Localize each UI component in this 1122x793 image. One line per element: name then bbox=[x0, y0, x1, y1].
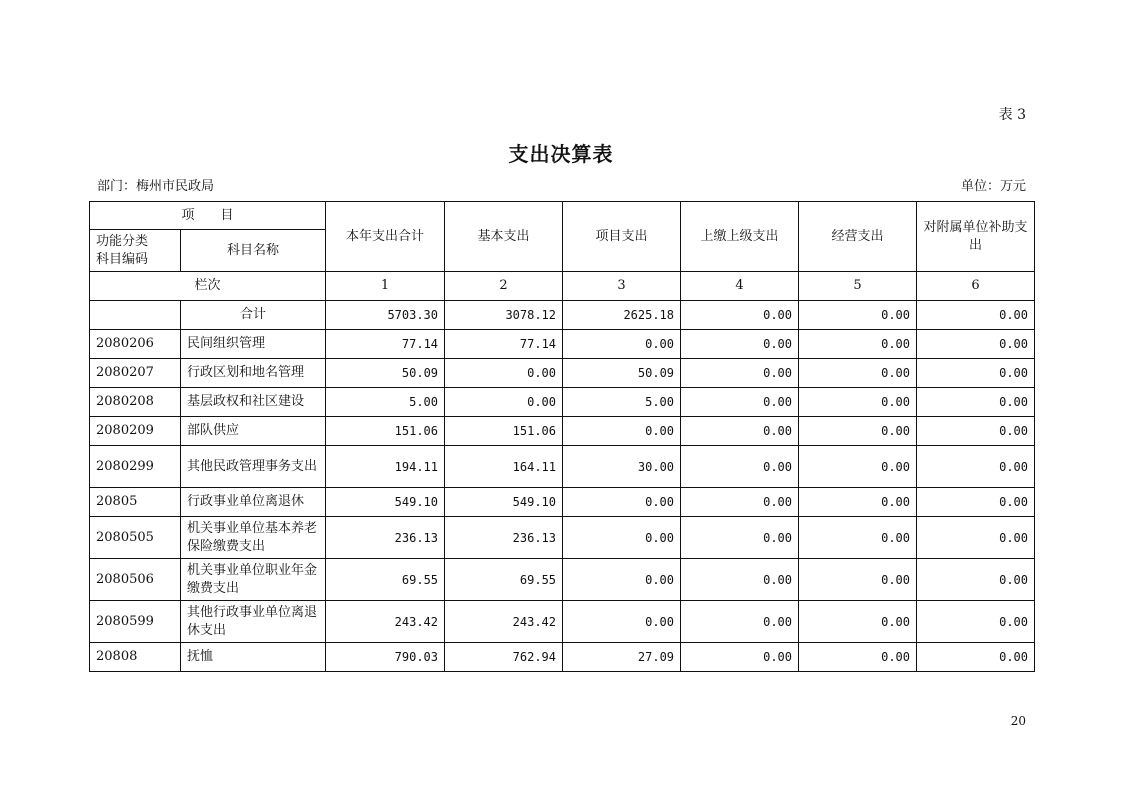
row-value: 0.00 bbox=[681, 643, 799, 672]
header-item: 项 目 bbox=[90, 202, 326, 230]
row-value: 0.00 bbox=[681, 388, 799, 417]
row-value: 69.55 bbox=[326, 559, 445, 601]
row-value: 0.00 bbox=[681, 359, 799, 388]
row-value: 50.09 bbox=[326, 359, 445, 388]
row-value: 0.00 bbox=[799, 417, 917, 446]
table-row bbox=[90, 488, 1035, 517]
row-value: 69.55 bbox=[445, 559, 563, 601]
row-value: 0.00 bbox=[445, 359, 563, 388]
row-value: 0.00 bbox=[799, 559, 917, 601]
total-value: 2625.18 bbox=[563, 301, 681, 330]
row-code: 2080208 bbox=[90, 388, 181, 417]
total-value: 0.00 bbox=[681, 301, 799, 330]
total-value: 0.00 bbox=[799, 301, 917, 330]
row-value: 0.00 bbox=[917, 643, 1035, 672]
table-row bbox=[90, 559, 1035, 601]
row-name: 行政事业单位离退休 bbox=[181, 488, 326, 517]
row-value: 0.00 bbox=[445, 388, 563, 417]
row-code: 2080506 bbox=[90, 559, 181, 601]
total-code-cell bbox=[90, 301, 181, 330]
row-value: 762.94 bbox=[445, 643, 563, 672]
row-name: 民间组织管理 bbox=[181, 330, 326, 359]
row-name: 其他行政事业单位离退休支出 bbox=[181, 601, 326, 643]
row-value: 0.00 bbox=[799, 601, 917, 643]
table-row bbox=[90, 330, 1035, 359]
department-label: 部门：梅州市民政局 bbox=[97, 179, 215, 194]
row-value: 0.00 bbox=[563, 517, 681, 559]
row-value: 243.42 bbox=[445, 601, 563, 643]
table-row bbox=[90, 446, 1035, 488]
row-name: 抚恤 bbox=[181, 643, 326, 672]
header-code: 功能分类 科目编码 bbox=[90, 230, 181, 272]
row-value: 0.00 bbox=[681, 446, 799, 488]
row-value: 0.00 bbox=[799, 446, 917, 488]
total-value: 0.00 bbox=[917, 301, 1035, 330]
row-value: 0.00 bbox=[917, 446, 1035, 488]
row-value: 164.11 bbox=[445, 446, 563, 488]
header-row-1 bbox=[90, 202, 1035, 230]
header-col-business: 经营支出 bbox=[799, 202, 917, 272]
row-value: 0.00 bbox=[681, 330, 799, 359]
row-code: 2080599 bbox=[90, 601, 181, 643]
row-value: 151.06 bbox=[326, 417, 445, 446]
row-value: 50.09 bbox=[563, 359, 681, 388]
row-code: 2080505 bbox=[90, 517, 181, 559]
table-row bbox=[90, 359, 1035, 388]
header-name: 科目名称 bbox=[181, 230, 326, 272]
row-name: 部队供应 bbox=[181, 417, 326, 446]
row-value: 0.00 bbox=[917, 359, 1035, 388]
row-value: 790.03 bbox=[326, 643, 445, 672]
row-value: 236.13 bbox=[326, 517, 445, 559]
table-row bbox=[90, 388, 1035, 417]
header-col-total: 本年支出合计 bbox=[326, 202, 445, 272]
table-row bbox=[90, 517, 1035, 559]
column-number: 3 bbox=[563, 272, 681, 301]
page-title: 支出决算表 bbox=[508, 142, 614, 166]
row-code: 20805 bbox=[90, 488, 181, 517]
row-value: 0.00 bbox=[917, 388, 1035, 417]
row-name: 行政区划和地名管理 bbox=[181, 359, 326, 388]
row-value: 0.00 bbox=[563, 417, 681, 446]
row-name: 机关事业单位职业年金缴费支出 bbox=[181, 559, 326, 601]
row-value: 0.00 bbox=[917, 517, 1035, 559]
header-col-remit: 上缴上级支出 bbox=[681, 202, 799, 272]
row-code: 2080209 bbox=[90, 417, 181, 446]
row-value: 0.00 bbox=[799, 330, 917, 359]
total-row bbox=[90, 301, 1035, 330]
row-value: 0.00 bbox=[681, 417, 799, 446]
row-value: 0.00 bbox=[563, 601, 681, 643]
row-value: 0.00 bbox=[917, 601, 1035, 643]
header-col-subsidy: 对附属单位补助支出 bbox=[917, 202, 1035, 272]
row-value: 0.00 bbox=[681, 488, 799, 517]
table-row bbox=[90, 601, 1035, 643]
row-value: 0.00 bbox=[563, 559, 681, 601]
row-name: 其他民政管理事务支出 bbox=[181, 446, 326, 488]
row-code: 2080299 bbox=[90, 446, 181, 488]
header-col-project: 项目支出 bbox=[563, 202, 681, 272]
row-value: 0.00 bbox=[681, 517, 799, 559]
unit-label: 单位：万元 bbox=[960, 179, 1026, 194]
row-value: 0.00 bbox=[799, 488, 917, 517]
row-value: 77.14 bbox=[326, 330, 445, 359]
table-label: 表 3 bbox=[998, 107, 1026, 123]
row-code: 2080207 bbox=[90, 359, 181, 388]
row-value: 549.10 bbox=[445, 488, 563, 517]
row-code: 2080206 bbox=[90, 330, 181, 359]
column-number: 6 bbox=[917, 272, 1035, 301]
header-col-basic: 基本支出 bbox=[445, 202, 563, 272]
row-value: 0.00 bbox=[563, 488, 681, 517]
expenditure-table bbox=[89, 201, 1035, 672]
row-value: 27.09 bbox=[563, 643, 681, 672]
row-value: 77.14 bbox=[445, 330, 563, 359]
row-name: 机关事业单位基本养老保险缴费支出 bbox=[181, 517, 326, 559]
row-value: 5.00 bbox=[563, 388, 681, 417]
row-value: 0.00 bbox=[917, 559, 1035, 601]
row-value: 0.00 bbox=[563, 330, 681, 359]
column-number: 2 bbox=[445, 272, 563, 301]
row-value: 0.00 bbox=[681, 601, 799, 643]
row-value: 243.42 bbox=[326, 601, 445, 643]
column-number-row bbox=[90, 272, 1035, 301]
row-value: 0.00 bbox=[799, 517, 917, 559]
row-code: 20808 bbox=[90, 643, 181, 672]
total-value: 3078.12 bbox=[445, 301, 563, 330]
row-name: 基层政权和社区建设 bbox=[181, 388, 326, 417]
row-value: 0.00 bbox=[917, 488, 1035, 517]
row-value: 0.00 bbox=[917, 330, 1035, 359]
total-value: 5703.30 bbox=[326, 301, 445, 330]
row-value: 549.10 bbox=[326, 488, 445, 517]
row-value: 151.06 bbox=[445, 417, 563, 446]
row-value: 0.00 bbox=[681, 559, 799, 601]
row-value: 5.00 bbox=[326, 388, 445, 417]
row-value: 0.00 bbox=[799, 359, 917, 388]
row-value: 0.00 bbox=[799, 388, 917, 417]
total-label: 合计 bbox=[181, 301, 326, 330]
column-number: 4 bbox=[681, 272, 799, 301]
page-number: 20 bbox=[1010, 714, 1026, 728]
column-number: 5 bbox=[799, 272, 917, 301]
row-value: 194.11 bbox=[326, 446, 445, 488]
row-value: 236.13 bbox=[445, 517, 563, 559]
row-value: 30.00 bbox=[563, 446, 681, 488]
column-number-label: 栏次 bbox=[90, 272, 326, 301]
column-number: 1 bbox=[326, 272, 445, 301]
row-value: 0.00 bbox=[917, 417, 1035, 446]
table-row bbox=[90, 643, 1035, 672]
row-value: 0.00 bbox=[799, 643, 917, 672]
table-row bbox=[90, 417, 1035, 446]
